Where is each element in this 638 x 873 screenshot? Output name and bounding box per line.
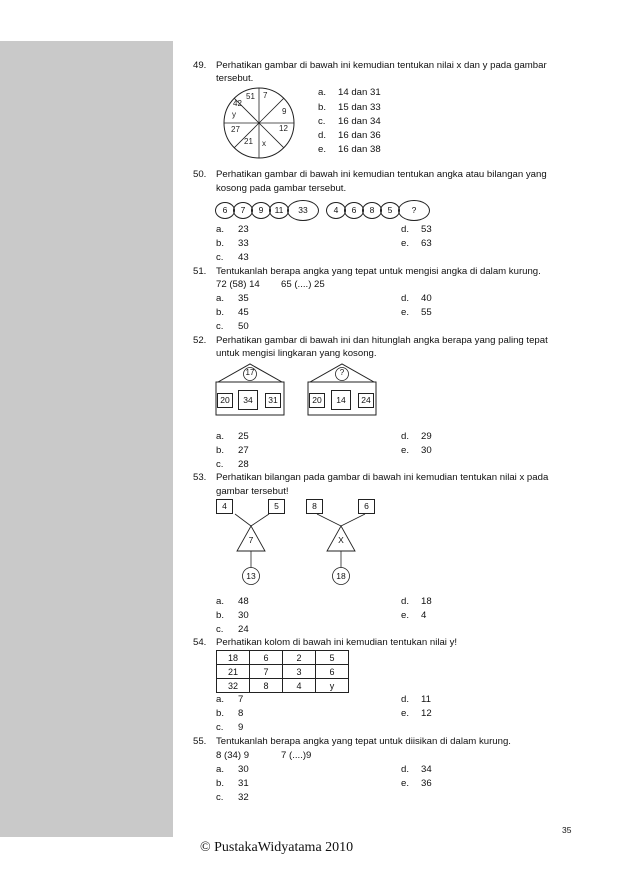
number-table (216, 650, 349, 693)
table-cell: 32 (217, 679, 250, 693)
table-cell: y (316, 679, 349, 693)
tree-right-box: 5 (268, 499, 285, 514)
house-center-box: 34 (238, 390, 258, 410)
table-row (217, 665, 349, 679)
option-letter: a. (318, 87, 327, 98)
option-letter: e. (401, 238, 410, 249)
chain-circle: 8 (362, 202, 382, 219)
question-49-text-cont: tersebut. (216, 73, 254, 84)
question-55-sequence-b: 7 (....)9 (281, 750, 312, 761)
table-cell: 6 (250, 651, 283, 665)
option-text: 32 (238, 792, 249, 803)
option-letter: d. (401, 431, 410, 442)
option-letter: c. (216, 459, 224, 470)
option-text: 55 (421, 307, 432, 318)
copyright-footer: © PustakaWidyatama 2010 (200, 840, 354, 855)
option-text: 14 dan 31 (338, 87, 381, 98)
option-letter: a. (216, 694, 225, 705)
option-letter: b. (216, 708, 225, 719)
option-text: 16 dan 38 (338, 144, 381, 155)
chain-circle: 5 (380, 202, 400, 219)
option-text: 48 (238, 596, 249, 607)
house-right-box: 31 (265, 393, 281, 408)
chain-circle: 9 (251, 202, 271, 219)
tree-left-box: 4 (216, 499, 233, 514)
question-50-number: 50. (193, 169, 207, 180)
chain-circle: 4 (326, 202, 346, 219)
option-text: 15 dan 33 (338, 102, 381, 113)
tree-right-box: 6 (358, 499, 375, 514)
number-wheel-diagram (222, 86, 296, 160)
option-letter: c. (216, 624, 224, 635)
option-letter: a. (216, 224, 225, 235)
house-left-box: 20 (217, 393, 233, 408)
tree-circle-value: 18 (336, 571, 346, 581)
table-cell: 2 (283, 651, 316, 665)
option-letter: d. (401, 596, 410, 607)
option-text: 7 (238, 694, 244, 705)
option-text: 11 (421, 694, 431, 705)
option-letter: b. (216, 445, 225, 456)
table-cell: 5 (316, 651, 349, 665)
option-text: 9 (238, 722, 244, 733)
question-53-number: 53. (193, 472, 207, 483)
house-roof-circle-value: ? (339, 368, 345, 377)
option-letter: c. (318, 116, 326, 127)
option-letter: e. (318, 144, 327, 155)
option-text: 33 (238, 238, 249, 249)
tree-circle-value: 13 (246, 571, 256, 581)
option-text: 34 (421, 764, 432, 775)
chain-circle: 7 (233, 202, 253, 219)
wheel-label: 27 (231, 125, 240, 134)
question-53-text: Perhatikan bilangan pada gambar di bawah ini kemudian tentukan nilai x pada (216, 472, 549, 483)
option-text: 29 (421, 431, 432, 442)
option-letter: d. (401, 293, 410, 304)
chain-circle: 6 (344, 202, 364, 219)
table-cell: 3 (283, 665, 316, 679)
table-row (217, 651, 349, 665)
option-text: 50 (238, 321, 249, 332)
page-margin-band (0, 41, 173, 837)
option-letter: e. (401, 307, 410, 318)
option-text: 30 (238, 764, 249, 775)
house-roof-circle-value: 17 (245, 368, 255, 377)
option-text: 45 (238, 307, 249, 318)
option-letter: c. (216, 321, 224, 332)
question-55-sequence-a: 8 (34) 9 (216, 750, 250, 761)
question-55-text: Tentukanlah berapa angka yang tepat untuk diisikan di dalam kurung. (216, 736, 511, 747)
option-letter: e. (401, 445, 410, 456)
wheel-label: 9 (282, 107, 287, 116)
tree-triangle-value: 7 (248, 535, 254, 545)
option-text: 28 (238, 459, 249, 470)
option-text: 40 (421, 293, 432, 304)
table-cell: 6 (316, 665, 349, 679)
table-cell: 7 (250, 665, 283, 679)
option-letter: b. (318, 102, 327, 113)
option-text: 27 (238, 445, 249, 456)
option-letter: b. (216, 238, 225, 249)
option-text: 4 (421, 610, 427, 621)
option-letter: a. (216, 764, 225, 775)
option-letter: e. (401, 778, 410, 789)
option-letter: a. (216, 596, 225, 607)
question-49-number: 49. (193, 60, 207, 71)
option-text: 35 (238, 293, 249, 304)
option-letter: b. (216, 778, 225, 789)
house-left-box: 20 (309, 393, 325, 408)
option-text: 16 dan 34 (338, 116, 381, 127)
question-52-text: Perhatikan gambar di bawah ini dan hitunglah angka berapa yang paling tepat (216, 335, 548, 346)
page-number: 35 (562, 825, 572, 835)
chain-large-oval: ? (398, 200, 430, 221)
option-letter: a. (216, 293, 225, 304)
question-51-sequence-b: 65 (....) 25 (281, 279, 325, 290)
option-letter: b. (216, 610, 225, 621)
table-row (217, 679, 349, 693)
table-cell: 4 (283, 679, 316, 693)
option-text: 36 (421, 778, 432, 789)
option-text: 24 (238, 624, 249, 635)
option-text: 12 (421, 708, 432, 719)
wheel-label: y (232, 110, 236, 119)
wheel-label: 42 (233, 99, 242, 108)
wheel-label: 21 (244, 137, 253, 146)
option-text: 18 (421, 596, 432, 607)
wheel-label: 12 (279, 124, 288, 133)
option-letter: c. (216, 792, 224, 803)
question-50-text-cont: kosong pada gambar tersebut. (216, 183, 347, 194)
option-letter: d. (401, 224, 410, 235)
wheel-label: x (262, 139, 266, 148)
question-52-number: 52. (193, 335, 207, 346)
table-cell: 8 (250, 679, 283, 693)
option-text: 30 (421, 445, 432, 456)
option-text: 23 (238, 224, 249, 235)
option-letter: d. (401, 764, 410, 775)
option-letter: d. (401, 694, 410, 705)
table-cell: 21 (217, 665, 250, 679)
question-54-number: 54. (193, 637, 207, 648)
question-53-text-cont: gambar tersebut! (216, 486, 289, 497)
question-51-text: Tentukanlah berapa angka yang tepat untuk mengisi angka di dalam kurung. (216, 266, 541, 277)
question-50-text: Perhatikan gambar di bawah ini kemudian tentukan angka atau bilangan yang (216, 169, 547, 180)
question-51-number: 51. (193, 266, 207, 277)
option-letter: b. (216, 307, 225, 318)
option-text: 43 (238, 252, 249, 263)
wheel-label: 7 (263, 91, 268, 100)
option-letter: e. (401, 610, 410, 621)
table-cell: 18 (217, 651, 250, 665)
question-49-text: Perhatikan gambar di bawah ini kemudian tentukan nilai x dan y pada gambar (216, 60, 547, 71)
question-51-sequence-a: 72 (58) 14 (216, 279, 260, 290)
question-52-text-cont: untuk mengisi lingkaran yang kosong. (216, 348, 377, 359)
house-center-box: 14 (331, 390, 351, 410)
chain-circle: 11 (269, 202, 289, 219)
chain-large-oval: 33 (287, 200, 319, 221)
option-letter: d. (318, 130, 327, 141)
option-text: 16 dan 36 (338, 130, 381, 141)
question-55-number: 55. (193, 736, 207, 747)
option-letter: a. (216, 431, 225, 442)
option-text: 63 (421, 238, 432, 249)
tree-triangle-value: X (338, 535, 344, 545)
chain-circle: 6 (215, 202, 235, 219)
wheel-label: 51 (246, 92, 255, 101)
question-54-text: Perhatikan kolom di bawah ini kemudian tentukan nilai y! (216, 637, 458, 648)
house-right-box: 24 (358, 393, 374, 408)
option-letter: c. (216, 722, 224, 733)
option-letter: e. (401, 708, 410, 719)
option-text: 8 (238, 708, 244, 719)
option-text: 30 (238, 610, 249, 621)
option-text: 53 (421, 224, 432, 235)
option-text: 25 (238, 431, 249, 442)
option-letter: c. (216, 252, 224, 263)
tree-left-box: 8 (306, 499, 323, 514)
option-text: 31 (238, 778, 249, 789)
